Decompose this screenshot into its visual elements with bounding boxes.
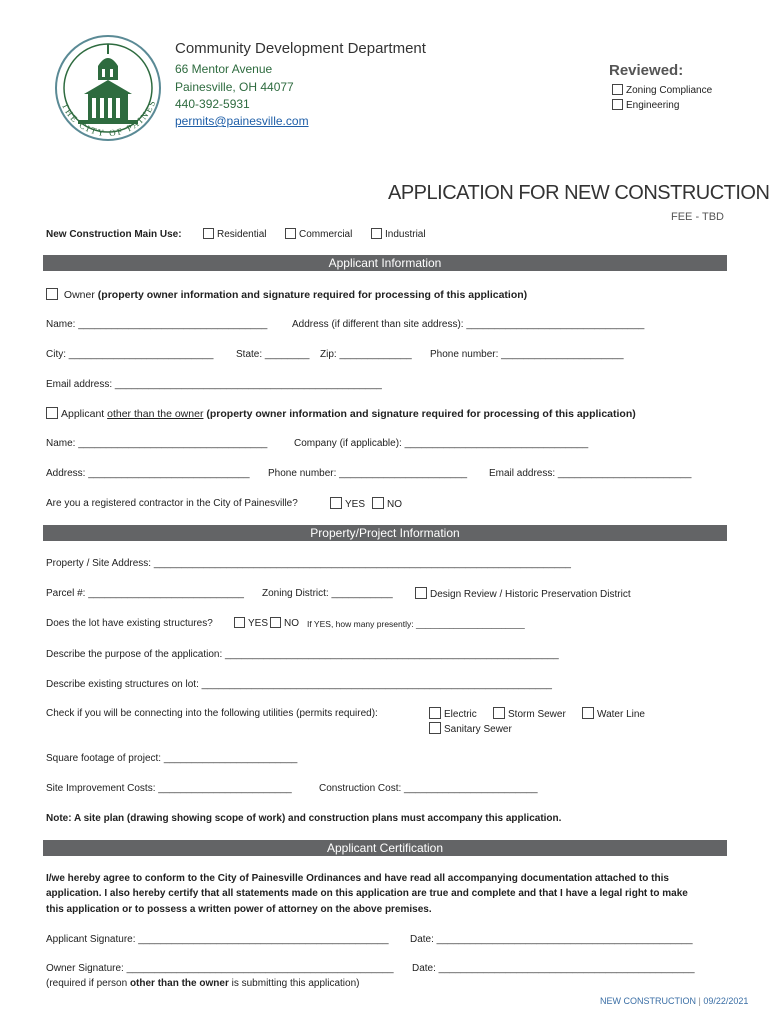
purpose-line[interactable]: Describe the purpose of the application: ____________________________________________________________ [46, 649, 559, 660]
applicant-address-line[interactable]: Address: _____________________________ [46, 468, 250, 479]
owner-signature-line[interactable]: Owner Signature: ________________________________________________ [46, 963, 394, 974]
contractor-yes[interactable]: YES [330, 497, 365, 510]
main-use-label: New Construction Main Use: [46, 229, 182, 240]
main-use-residential[interactable]: Residential [203, 228, 266, 240]
electric-checkbox[interactable] [429, 707, 441, 719]
footer-date: 09/22/2021 [703, 996, 749, 1006]
owner-date-line[interactable]: Date: ______________________________________________ [412, 963, 695, 974]
design-review-checkbox[interactable] [415, 587, 427, 599]
applicant-date-line[interactable]: Date: ______________________________________________ [410, 934, 693, 945]
contractor-no[interactable]: NO [372, 497, 402, 510]
utility-storm-sewer[interactable]: Storm Sewer [493, 707, 566, 720]
zoning-compliance-checkbox[interactable] [612, 84, 623, 95]
footer: NEW CONSTRUCTION | 09/22/2021 [600, 996, 749, 1006]
applicant-phone-line[interactable]: Phone number: _______________________ [268, 468, 468, 479]
contractor-yes-checkbox[interactable] [330, 497, 342, 509]
section-property-information: Property/Project Information [43, 525, 727, 541]
reviewed-title: Reviewed: [609, 62, 684, 79]
site-plan-note: Note: A site plan (drawing showing scope of work) and construction plans must accompany this application. [46, 813, 562, 824]
department-name: Community Development Department [175, 40, 426, 57]
seal-text: THE CITY OF PAINES [59, 97, 158, 139]
applicant-checkbox[interactable] [46, 407, 58, 419]
owner-signature-requirement: (required if person other than the owner is submitting this application) [46, 978, 360, 989]
structures-no[interactable]: NO [270, 617, 299, 629]
certification-text-3: this application or to possess a written power of attorney on the above premises. [46, 904, 432, 915]
owner-address-line[interactable]: Address (if different than site address): ________________________________ [292, 319, 645, 330]
how-many-line[interactable]: If YES, how many presently: _______________________ [307, 619, 525, 629]
structures-no-checkbox[interactable] [270, 617, 281, 628]
site-address-line[interactable]: Property / Site Address: ___________________________________________________________________________ [46, 558, 571, 569]
utilities-question: Check if you will be connecting into the following utilities (permits required): [46, 708, 378, 719]
structures-yes[interactable]: YES [234, 617, 268, 629]
existing-structures-line[interactable]: Describe existing structures on lot: _______________________________________________________________ [46, 679, 552, 690]
utility-water-line[interactable]: Water Line [582, 707, 645, 720]
sanitary-sewer-checkbox[interactable] [429, 722, 441, 734]
applicant-company-line[interactable]: Company (if applicable): _________________________________ [294, 438, 589, 449]
design-review[interactable]: Design Review / Historic Preservation District [415, 587, 631, 600]
owner-zip-line[interactable]: Zip: _____________ [320, 349, 412, 360]
page-title: APPLICATION FOR NEW CONSTRUCTION [388, 182, 770, 204]
address-city: Painesville, OH 44077 [175, 80, 294, 94]
owner-state-line[interactable]: State: ________ [236, 349, 310, 360]
email-link[interactable]: permits@painesville.com [175, 114, 309, 128]
owner-city-line[interactable]: City: __________________________ [46, 349, 214, 360]
storm-sewer-checkbox[interactable] [493, 707, 505, 719]
owner-checkbox[interactable] [46, 288, 58, 300]
commercial-checkbox[interactable] [285, 228, 296, 239]
parcel-line[interactable]: Parcel #: ____________________________ [46, 588, 244, 599]
owner-phone-line[interactable]: Phone number: ______________________ [430, 349, 624, 360]
site-improvement-cost-line[interactable]: Site Improvement Costs: ________________________ [46, 783, 292, 794]
utility-sanitary-sewer[interactable]: Sanitary Sewer [429, 722, 512, 735]
residential-checkbox[interactable] [203, 228, 214, 239]
phone-number: 440-392-5931 [175, 97, 250, 111]
construction-cost-line[interactable]: Construction Cost: ________________________ [319, 783, 538, 794]
owner-name-line[interactable]: Name: __________________________________ [46, 319, 268, 330]
applicant-signature-line[interactable]: Applicant Signature: _____________________________________________ [46, 934, 389, 945]
city-seal-logo [48, 28, 168, 156]
applicant-email-line[interactable]: Email address: ________________________ [489, 468, 692, 479]
certification-text-1: I/we hereby agree to conform to the City of Painesville Ordinances and have read all accompanying documentation attached to this [46, 873, 669, 884]
industrial-checkbox[interactable] [371, 228, 382, 239]
applicant-name-line[interactable]: Name: __________________________________ [46, 438, 268, 449]
contractor-question: Are you a registered contractor in the City of Painesville? [46, 498, 298, 509]
reviewed-zoning[interactable]: Zoning Compliance [612, 84, 712, 96]
fee-label: FEE - TBD [671, 211, 724, 223]
address-street: 66 Mentor Avenue [175, 62, 273, 76]
applicant-row: Applicant other than the owner (property owner information and signature required for processing of this application) [46, 407, 636, 420]
reviewed-engineering[interactable]: Engineering [612, 99, 679, 111]
owner-email-line[interactable]: Email address: ________________________________________________ [46, 379, 382, 390]
main-use-commercial[interactable]: Commercial [285, 228, 352, 240]
water-line-checkbox[interactable] [582, 707, 594, 719]
structures-yes-checkbox[interactable] [234, 617, 245, 628]
certification-text-2: application. I also hereby certify that all statements made on this application are true and complete and that I have a legal right to make [46, 888, 688, 899]
section-applicant-certification: Applicant Certification [43, 840, 727, 856]
contractor-no-checkbox[interactable] [372, 497, 384, 509]
zoning-line[interactable]: Zoning District: ___________ [262, 588, 393, 599]
square-footage-line[interactable]: Square footage of project: ________________________ [46, 753, 298, 764]
owner-row: Owner (property owner information and signature required for processing of this application) [46, 288, 527, 301]
footer-label: NEW CONSTRUCTION [600, 996, 696, 1006]
structures-question: Does the lot have existing structures? [46, 618, 213, 629]
utility-electric[interactable]: Electric [429, 707, 477, 720]
engineering-checkbox[interactable] [612, 99, 623, 110]
main-use-industrial[interactable]: Industrial [371, 228, 426, 240]
section-applicant-information: Applicant Information [43, 255, 727, 271]
